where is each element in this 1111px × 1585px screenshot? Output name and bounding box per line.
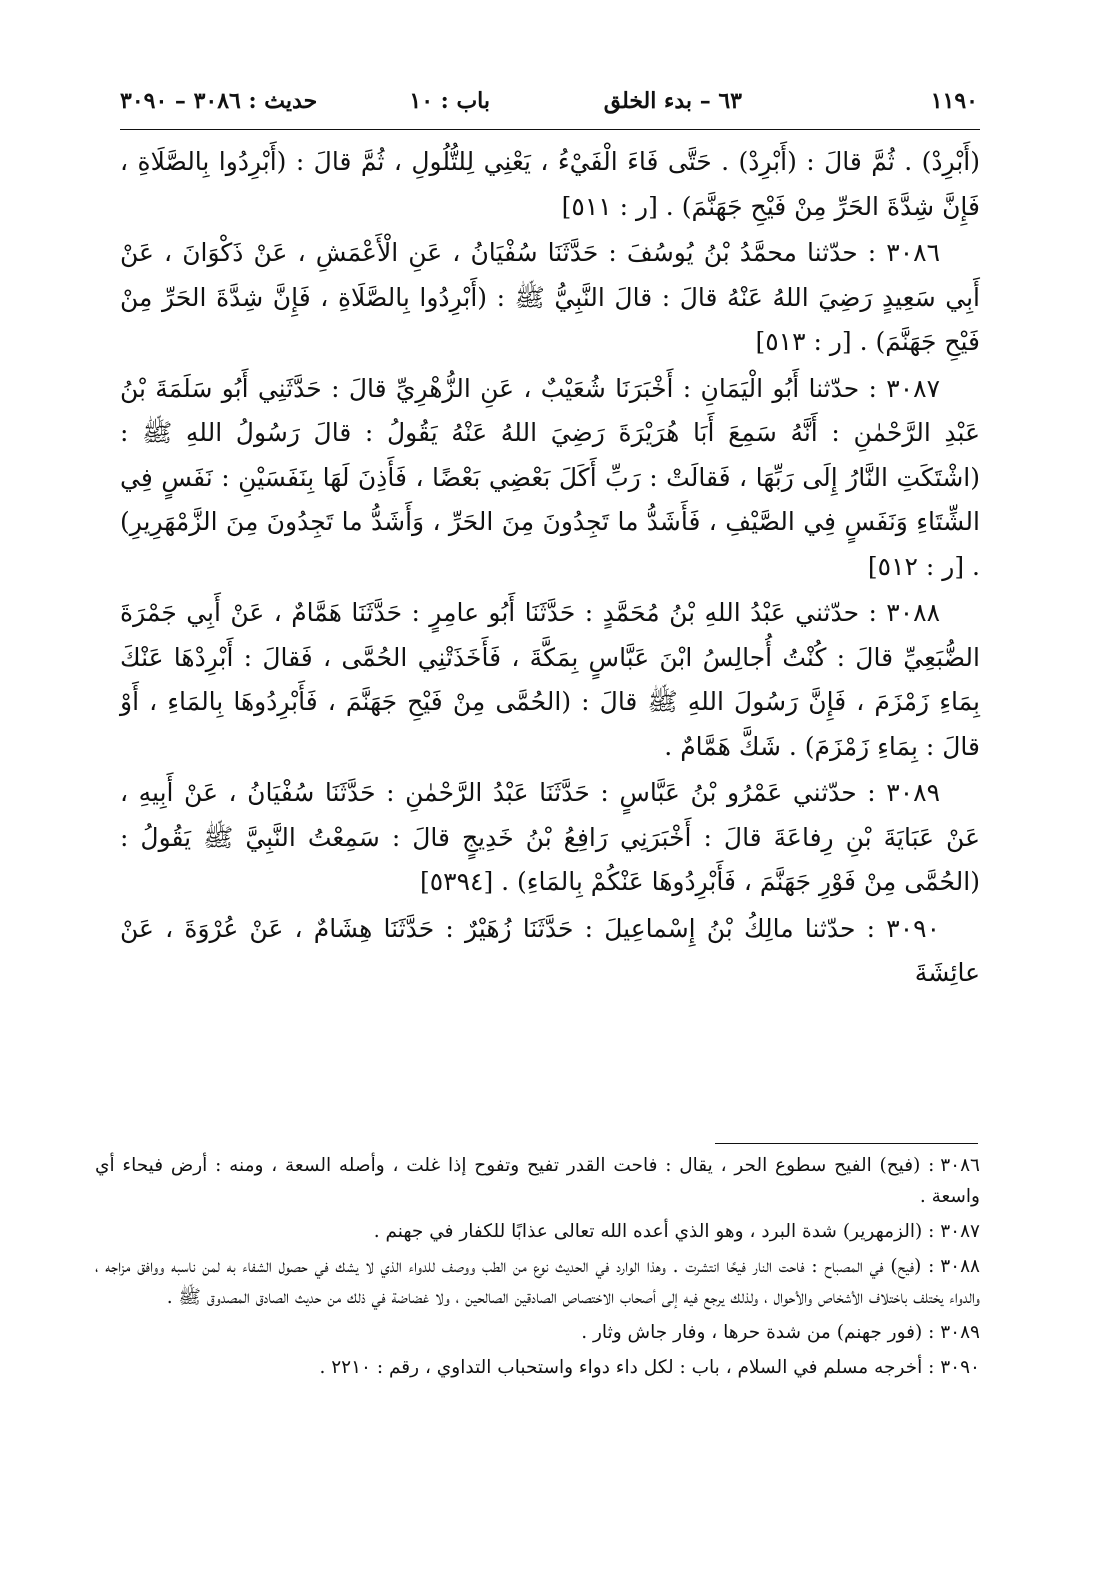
chapter-label: باب : ١٠ — [409, 88, 490, 114]
main-text — [120, 140, 980, 996]
footnote-3090 — [95, 1352, 980, 1383]
footnote-3086 — [95, 1150, 980, 1212]
book-title: ٦٣ – بدء الخلق — [603, 88, 742, 114]
hadith-3089: ٣٠٨٩ : حدّثني عَمْرُو بْنُ عَبَّاسٍ : حَدَّثَنَا عَبْدُ الرَّحْمٰنِ : حَدَّثَنَا سُفْيَانُ ، عَنْ أَبِيهِ ، عَنْ عَبَايَةَ بْنِ رِفاعَةَ قالَ : أَخْبَرَنِي رَافِعُ بْنُ خَدِيجٍ قالَ : سَمِعْتُ النَّبِيَّ ﷺ يَقُولُ : (الحُمَّى مِنْ فَوْرِ جَهَنَّمَ ، فَأَبْرِدُوهَا عَنْكُمْ بِالمَاءِ) . [٥٣٩٤] — [120, 778, 980, 896]
footnote-3089 — [95, 1317, 980, 1348]
footnote-text: (الزمهرير) شدة البرد ، وهو الذي أعده الله تعالى عذابًا للكفار في جهنم . — [373, 1221, 923, 1242]
footnote-number: ٣٠٨٨ : — [928, 1256, 980, 1277]
hadith-range: حديث : ٣٠٨٦ – ٣٠٩٠ — [120, 88, 318, 114]
footnote-text: (فيح) في المصباح : فاحت النار فيحًا انتشرت . وهذا الوارد في الحديث نوع من الطب ووصف للدواء الذي لا يشك في حصول الشفاء به لمن ناسبه ووافق مزاجه ، والدواء يختلف باختلاف الأشخاص والأحوال ، ولذلك يرجع فيه إلى أصحاب الاختصاص الصادقين الصالحين ، ولا غضاضة في ذلك من حديث الصادق المصدوق ﷺ . — [95, 1256, 980, 1308]
paragraph-continuation: (أَبْرِدْ) . ثُمَّ قالَ : (أَبْرِدْ) . حَتَّى فَاءَ الْفَيْءُ ، يَعْنِي لِلتُّلُولِ ، ثُمَّ قالَ : (أَبْرِدُوا بِالصَّلَاةِ ، فَإِنَّ شِدَّةَ الحَرِّ مِنْ فَيْحِ جَهَنَّمَ) . [ر : ٥١١] — [120, 147, 980, 221]
footnote-3088 — [95, 1251, 980, 1313]
footnote-rule — [715, 1143, 978, 1144]
footnote-3087 — [95, 1216, 980, 1247]
hadith-3086: ٣٠٨٦ : حدّثنا محمَّدُ بْنُ يُوسُفَ : حَدَّثَنَا سُفْيَانُ ، عَنِ الْأَعْمَشِ ، عَنْ ذَكْوَانَ ، عَنْ أَبِي سَعِيدٍ رَضِيَ اللهُ عَنْهُ قالَ : قالَ النَّبِيُّ ﷺ : (أَبْرِدُوا بِالصَّلَاةِ ، فَإِنَّ شِدَّةَ الحَرِّ مِنْ فَيْحِ جَهَنَّمَ) . [ر : ٥١٣] — [120, 238, 980, 356]
running-header — [120, 88, 978, 120]
footnote-number: ٣٠٨٩ : — [928, 1322, 980, 1343]
header-rule — [120, 129, 980, 130]
footnote-number: ٣٠٩٠ : — [928, 1357, 980, 1378]
footnote-number: ٣٠٨٦ : — [928, 1155, 980, 1176]
footnote-text: (فور جهنم) من شدة حرها ، وفار جاش وثار . — [581, 1322, 923, 1343]
footnote-text: أخرجه مسلم في السلام ، باب : لكل داء دواء واستحباب التداوي ، رقم : ٢٢١٠ . — [319, 1357, 923, 1378]
hadith-3088: ٣٠٨٨ : حدّثني عَبْدُ اللهِ بْنُ مُحَمَّدٍ : حَدَّثَنَا أَبُو عامِرٍ : حَدَّثَنَا هَمَّامٌ ، عَنْ أَبِي جَمْرَةَ الضُّبَعِيِّ قالَ : كُنْتُ أُجالِسُ ابْنَ عَبَّاسٍ بِمَكَّةَ ، فَأَخَذَتْنِي الحُمَّى ، فَقالَ : أَبْرِدْهَا عَنْكَ بِمَاءِ زَمْزَمَ ، فَإِنَّ رَسُولَ اللهِ ﷺ قالَ : (الحُمَّى مِنْ فَيْحِ جَهَنَّمَ ، فَأَبْرِدُوهَا بِالمَاءِ ، أَوْ قالَ : بِمَاءِ زَمْزَمَ) . شَكَّ هَمَّامٌ . — [120, 598, 980, 761]
hadith-3090: ٣٠٩٠ : حدّثنا مالِكُ بْنُ إِسْماعِيلَ : حَدَّثَنَا زُهَيْرٌ : حَدَّثَنَا هِشَامٌ ، عَنْ عُرْوَةَ ، عَنْ عائِشَةَ — [120, 913, 980, 987]
page-number: ١١٩٠ — [930, 88, 978, 114]
footnote-number: ٣٠٨٧ : — [928, 1221, 980, 1242]
hadith-3087: ٣٠٨٧ : حدّثنا أَبُو الْيَمَانِ : أَخْبَرَنَا شُعَيْبٌ ، عَنِ الزُّهْرِيِّ قالَ : حَدَّثَنِي أَبُو سَلَمَةَ بْنُ عَبْدِ الرَّحْمٰنِ : أَنَّهُ سَمِعَ أَبَا هُرَيْرَةَ رَضِيَ اللهُ عَنْهُ يَقُولُ : قالَ رَسُولُ اللهِ ﷺ : (اشْتَكَتِ النَّارُ إِلَى رَبِّهَا ، فَقالَتْ : رَبِّ أَكَلَ بَعْضِي بَعْضًا ، فَأَذِنَ لَهَا بِنَفَسَيْنِ : نَفَسٍ فِي الشِّتَاءِ وَنَفَسٍ فِي الصَّيْفِ ، فَأَشَدُّ ما تَجِدُونَ مِنَ الحَرِّ ، وَأَشَدُّ ما تَجِدُونَ مِنَ الزَّمْهَرِيرِ) . [ر : ٥١٢] — [120, 373, 980, 581]
footnote-text: (فيح) الفيح سطوع الحر ، يقال : فاحت القدر تفيح وتفوح إذا غلت ، وأصله السعة ، ومنه : أرض فيحاء أي واسعة . — [95, 1155, 980, 1207]
footnotes — [95, 1150, 980, 1387]
